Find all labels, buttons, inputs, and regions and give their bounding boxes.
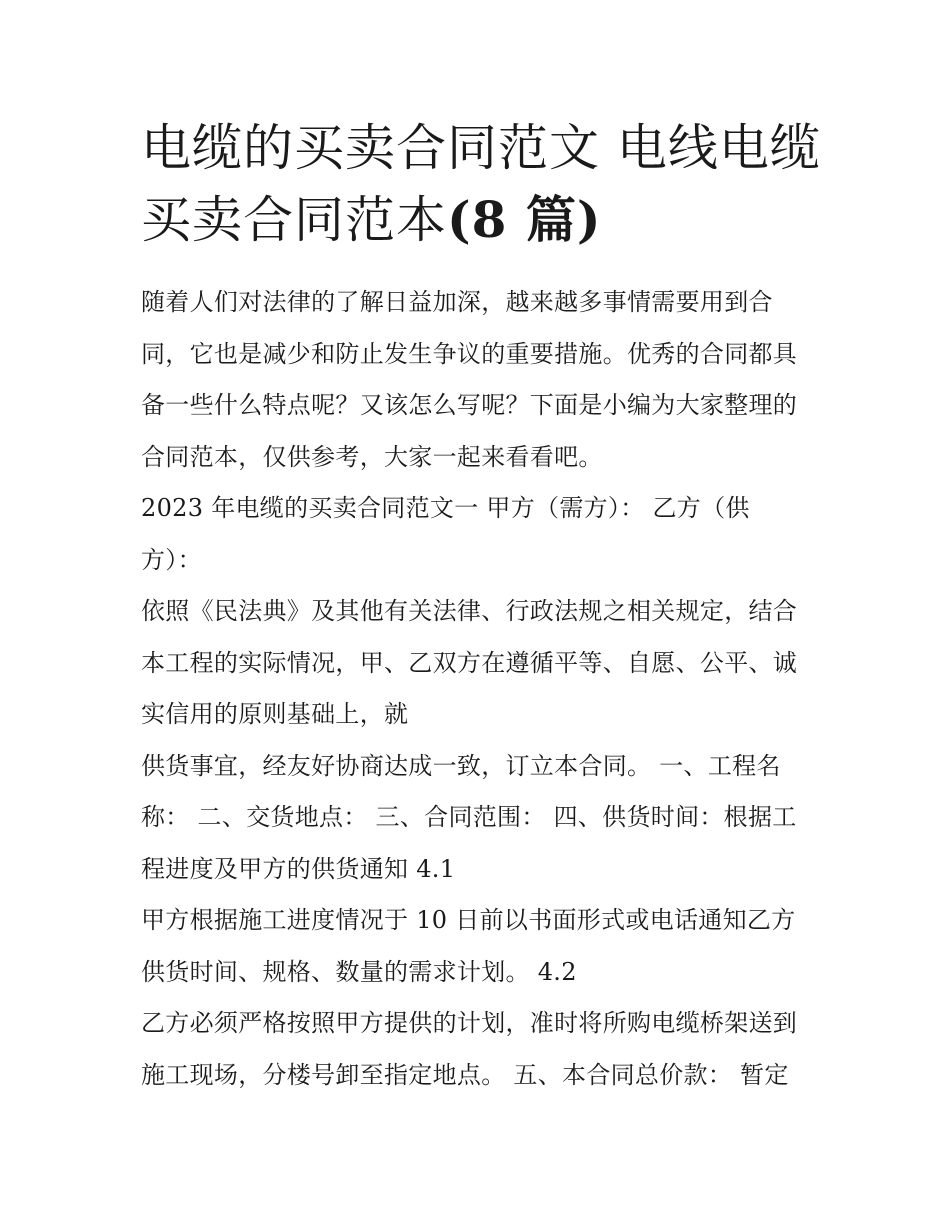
text-line: 本工程的实际情况，甲、乙双方在遵循平等、自愿、公平、诚 — [141, 648, 798, 677]
title-count: (8 篇) — [447, 190, 602, 249]
paragraph-clause-4-1 — [141, 895, 821, 998]
text-line: 程进度及甲方的供货通知 4.1 — [141, 854, 456, 883]
text-line: 备一些什么特点呢？又该怎么写呢？下面是小编为大家整理的 — [141, 391, 798, 419]
paragraph-intro — [141, 277, 821, 483]
paragraph-clause-4-2 — [141, 998, 821, 1101]
text-line: 实信用的原则基础上，就 — [141, 700, 409, 728]
text-line: 2023 年电缆的买卖合同范文一 甲方（需方）： 乙方（供 — [141, 494, 750, 522]
title-line-1: 电缆的买卖合同范文 电线电缆 — [141, 119, 821, 177]
document-title — [141, 112, 821, 256]
paragraph-contract-terms — [141, 741, 821, 896]
text-line: 同，它也是减少和防止发生争议的重要措施。优秀的合同都具 — [141, 339, 798, 368]
text-line: 依照《民法典》及其他有关法律、行政法规之相关规定，结合 — [141, 597, 798, 625]
text-line: 供货时间、规格、数量的需求计划。 4.2 — [141, 957, 577, 986]
text-line: 随着人们对法律的了解日益加深，越来越多事情需要用到合 — [141, 288, 773, 316]
document-body — [141, 277, 821, 1101]
text-line: 甲方根据施工进度情况于 10 日前以书面形式或电话通知乙方 — [141, 906, 796, 934]
text-line: 方）： — [141, 545, 202, 574]
paragraph-contract-header — [141, 483, 821, 586]
title-line-2: 买卖合同范本 — [141, 191, 447, 249]
text-line: 施工现场，分楼号卸至指定地点。 五、本合同总价款： 暂定 — [141, 1060, 789, 1089]
text-line: 称： 二、交货地点： 三、合同范围： 四、供货时间：根据工 — [141, 803, 797, 831]
text-line: 合同范本，仅供参考，大家一起来看看吧。 — [141, 442, 603, 471]
text-line: 乙方必须严格按照甲方提供的计划，准时将所购电缆桥架送到 — [141, 1009, 798, 1037]
text-line: 供货事宜，经友好协商达成一致，订立本合同。 一、工程名 — [141, 751, 781, 780]
paragraph-legal-basis — [141, 586, 821, 741]
